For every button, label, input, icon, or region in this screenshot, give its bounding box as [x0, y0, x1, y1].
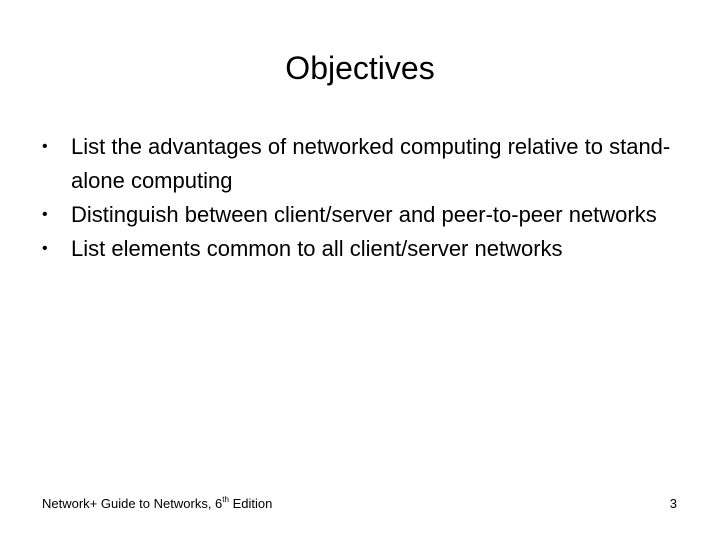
footer-book-title [42, 495, 272, 513]
bullet-text: List elements common to all client/server networks [71, 236, 563, 261]
bullet-text: Distinguish between client/server and peer-to-peer networks [71, 202, 657, 227]
bullet-icon: • [42, 138, 48, 155]
footer-text-end: Edition [228, 496, 273, 511]
bullet-icon: • [42, 240, 48, 257]
bullet-text: List the advantages of networked computing relative to stand-alone computing [71, 134, 671, 193]
slide-title: Objectives [285, 50, 435, 86]
page-number: 3 [669, 496, 677, 511]
footer-superscript: th [222, 494, 229, 504]
footer-text-start: Network+ Guide to Networks, 6 [42, 496, 223, 511]
bullet-item [42, 232, 682, 266]
bullet-list [42, 130, 682, 266]
bullet-icon: • [42, 206, 48, 223]
bullet-item [42, 198, 682, 232]
bullet-item [42, 130, 682, 198]
